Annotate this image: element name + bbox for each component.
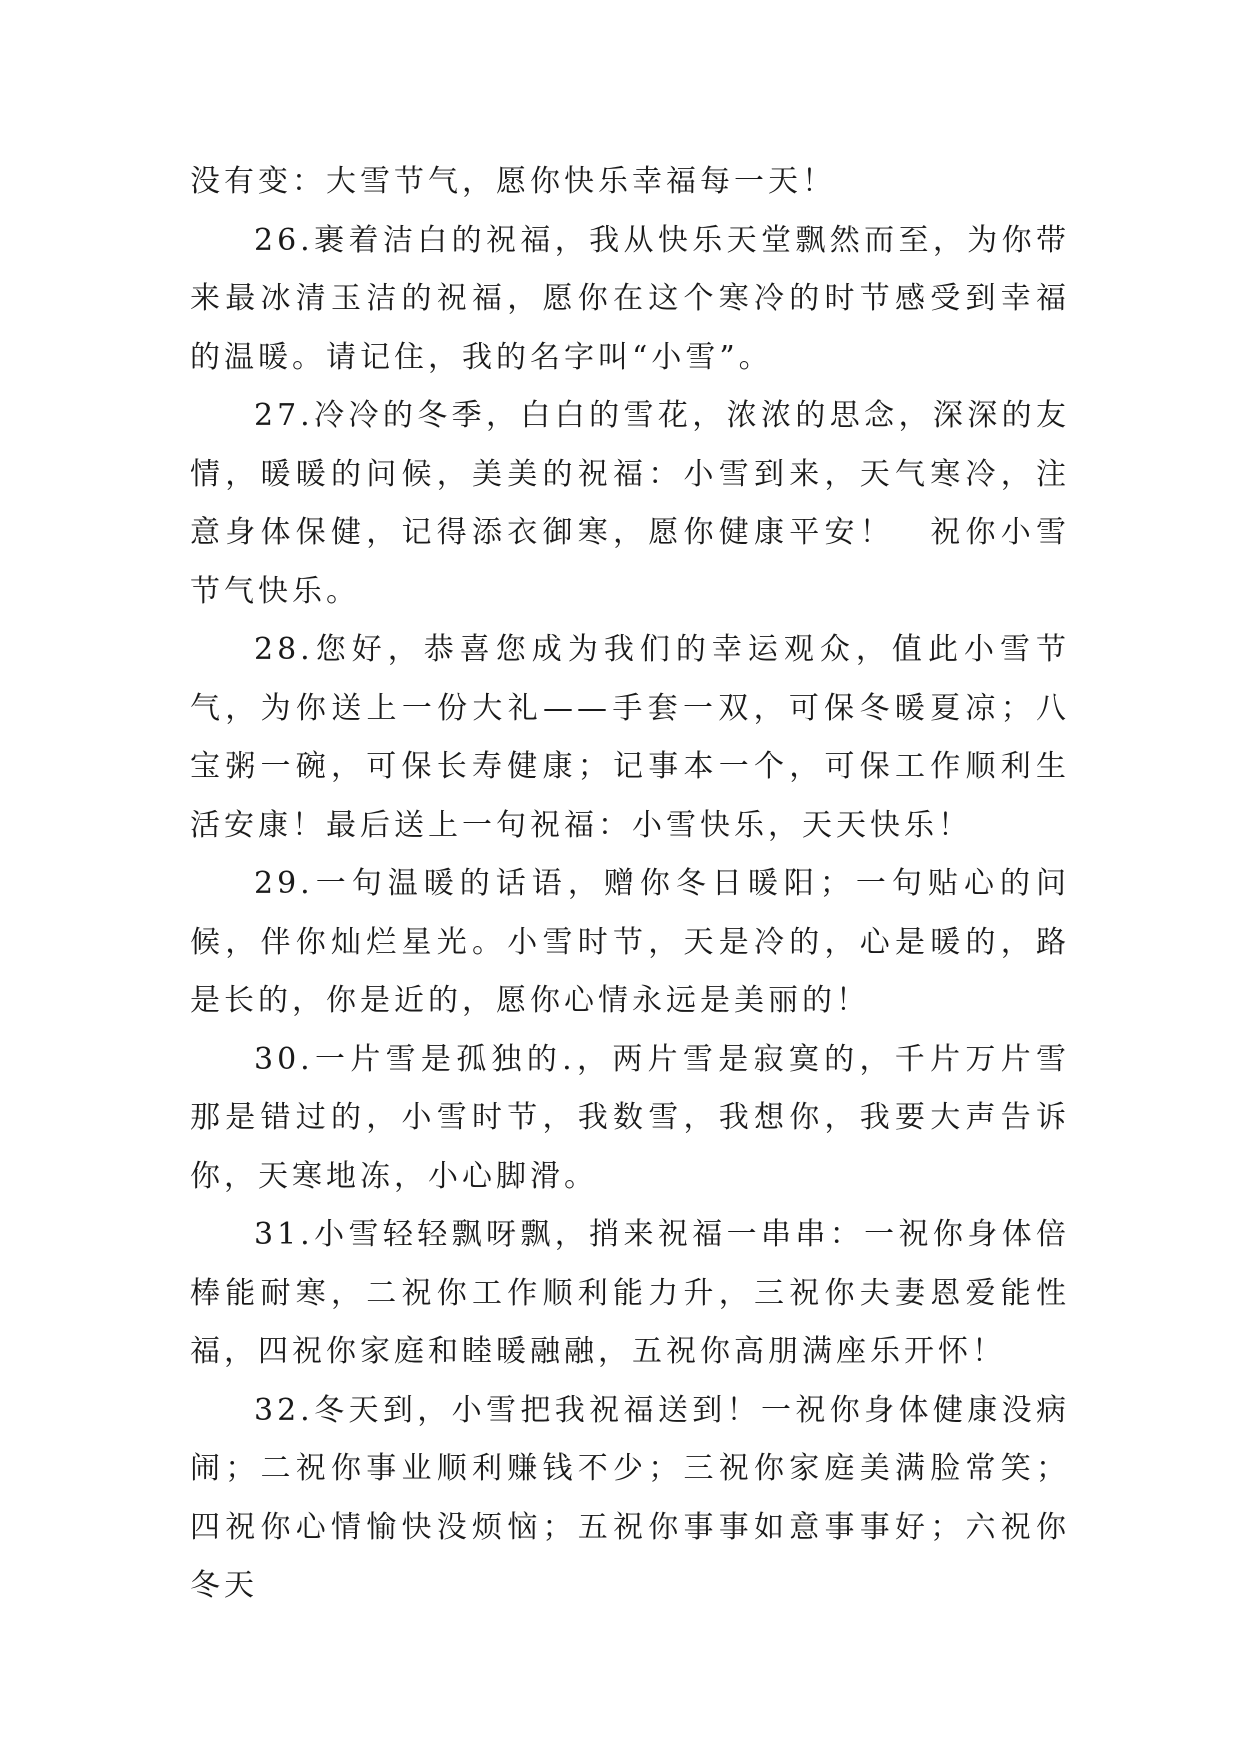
paragraph-29: 29.一句温暖的话语，赠你冬日暖阳；一句贴心的问候，伴你灿烂星光。小雪时节，天是冷的，心是暖的，路是长的，你是近的，愿你心情永远是美丽的！	[190, 866, 1070, 1018]
paragraph-27: 27.冷冷的冬季，白白的雪花，浓浓的思念，深深的友情，暖暖的问候，美美的祝福：小雪到来，天气寒冷，注意身体保健，记得添衣御寒，愿你健康平安！ 祝你小雪节气快乐。	[190, 398, 1070, 609]
document-body	[190, 153, 1070, 1616]
paragraph-26: 26.裹着洁白的祝福，我从快乐天堂飘然而至，为你带来最冰清玉洁的祝福，愿你在这个寒冷的时节感受到幸福的温暖。请记住，我的名字叫“小雪”。	[190, 222, 1070, 375]
paragraph-32: 32.冬天到，小雪把我祝福送到！一祝你身体健康没病闹；二祝你事业顺利赚钱不少；三祝你家庭美满脸常笑；四祝你心情愉快没烦恼；五祝你事事如意事事好；六祝你冬天	[190, 1392, 1070, 1603]
paragraph-28: 28.您好，恭喜您成为我们的幸运观众，值此小雪节气，为你送上一份大礼——手套一双，可保冬暖夏凉；八宝粥一碗，可保长寿健康；记事本一个，可保工作顺利生活安康！最后送上一句祝福：小雪快乐，天天快乐！	[190, 632, 1070, 843]
paragraph-31: 31.小雪轻轻飘呀飘，捎来祝福一串串：一祝你身体倍棒能耐寒，二祝你工作顺利能力升，三祝你夫妻恩爱能性福，四祝你家庭和睦暖融融，五祝你高朋满座乐开怀！	[190, 1217, 1070, 1369]
paragraph-30: 30.一片雪是孤独的.，两片雪是寂寞的，千片万片雪那是错过的，小雪时节，我数雪，我想你，我要大声告诉你，天寒地冻，小心脚滑。	[190, 1041, 1070, 1194]
paragraph-continuation: 没有变：大雪节气，愿你快乐幸福每一天！	[190, 164, 836, 199]
